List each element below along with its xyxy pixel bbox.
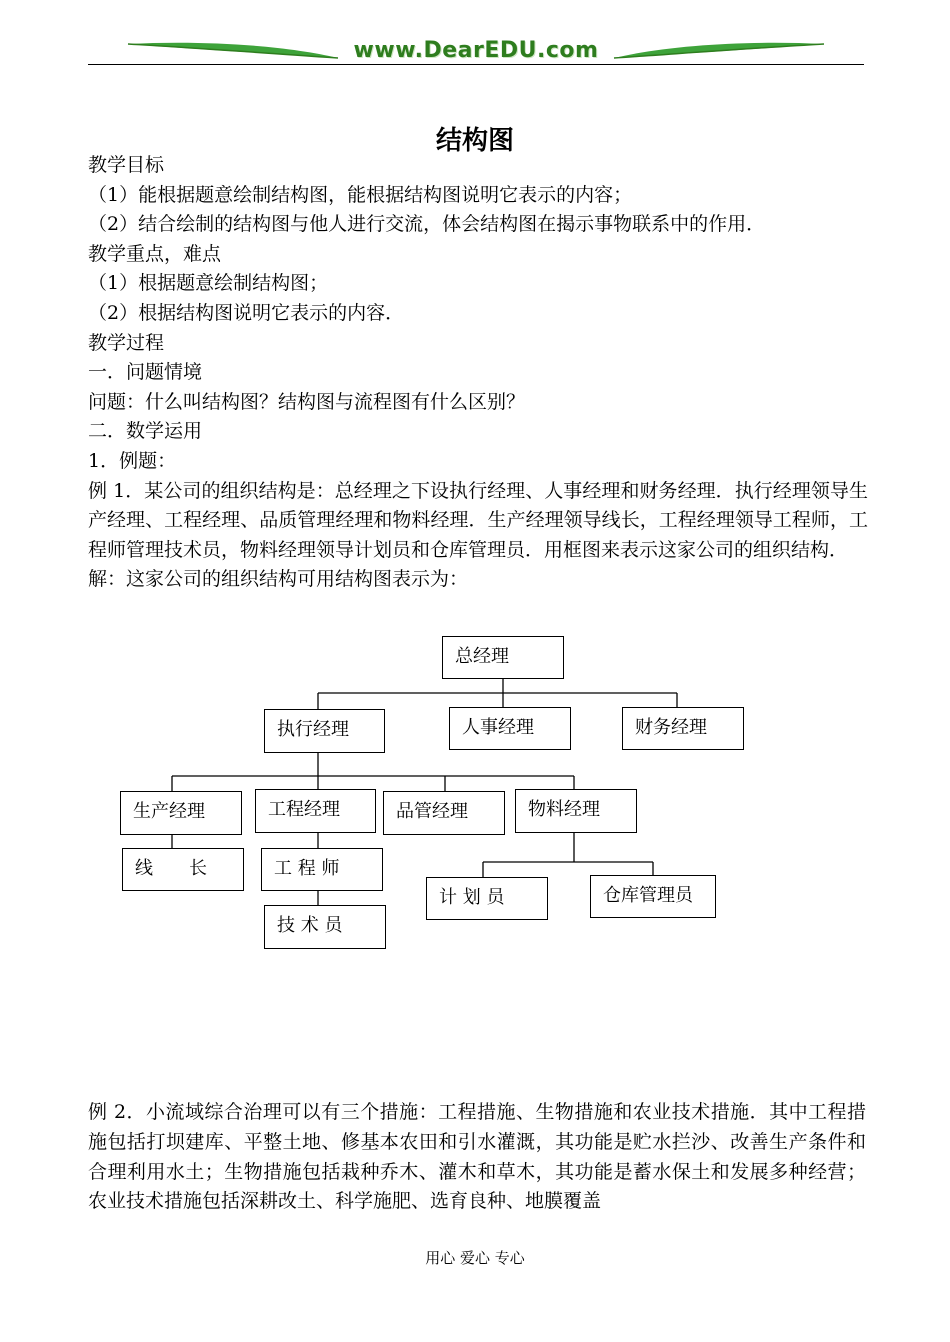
page-title: 结构图 (435, 126, 514, 156)
node-hr-manager: 人事经理 (449, 707, 571, 750)
header-divider (88, 64, 864, 65)
subsection-heading: 二．数学运用 (88, 420, 203, 443)
node-engineering-manager: 工程经理 (255, 789, 376, 833)
key-point-line: （1）根据题意绘制结构图； (88, 272, 329, 295)
objective-line: （2）结合绘制的结构图与他人进行交流，体会结构图在揭示事物联系中的作用． (88, 213, 766, 236)
node-executive-manager: 执行经理 (264, 709, 385, 753)
node-quality-manager: 品管经理 (383, 791, 505, 835)
node-finance-manager: 财务经理 (622, 707, 744, 750)
example-1-paragraph: 例 1．某公司的组织结构是：总经理之下设执行经理、人事经理和财务经理．执行经理领导生产经理、工程经理、品质管理经理和物料经理．生产经理领导线长，工程经理领导工程师，工程师管理技术员，物料经理领导计划员和仓库管理员．用框图来表示这家公司的组织结构． (88, 479, 868, 561)
example-2-paragraph: 例 2．小流域综合治理可以有三个措施：工程措施、生物措施和农业技术措施．其中工程措施包括打坝建库、平整土地、修基本农田和引水灌溉，其功能是贮水拦沙、改善生产条件和合理利用水土；生物措施包括栽种乔木、灌木和草木，其功能是蓄水保土和发展多种经营；农业技术措施包括深耕改土、科学施肥、选育良种、地膜覆盖 (88, 1101, 866, 1213)
node-technician: 技 术 员 (264, 905, 386, 949)
site-logo-text: www.DearEDU.com (353, 38, 599, 63)
node-engineer: 工 程 师 (261, 848, 383, 891)
question-line: 问题：什么叫结构图？结构图与流程图有什么区别？ (88, 390, 526, 413)
node-general-manager: 总经理 (442, 636, 564, 679)
key-point-line: （2）根据结构图说明它表示的内容． (88, 301, 405, 324)
lesson-body (88, 151, 868, 595)
objective-line: （1）能根据题意绘制结构图，能根据结构图说明它表示的内容； (88, 183, 633, 206)
node-production-manager: 生产经理 (120, 791, 242, 835)
node-planner: 计 划 员 (426, 877, 548, 920)
node-warehouse-manager: 仓库管理员 (590, 875, 716, 918)
section-heading-key-points: 教学重点，难点 (88, 242, 222, 265)
subsection-heading: 一．问题情境 (88, 361, 203, 384)
section-heading-objectives: 教学目标 (88, 154, 165, 176)
solution-line: 解：这家公司的组织结构可用结构图表示为： (88, 568, 469, 591)
node-materials-manager: 物料经理 (515, 789, 637, 833)
org-structure-diagram (0, 630, 950, 960)
node-line-leader: 线 长 (122, 848, 244, 891)
section-heading-process: 教学过程 (88, 331, 165, 354)
example-heading: 1．例题： (88, 449, 177, 472)
page-footer: 用心 爱心 专心 (425, 1249, 525, 1267)
